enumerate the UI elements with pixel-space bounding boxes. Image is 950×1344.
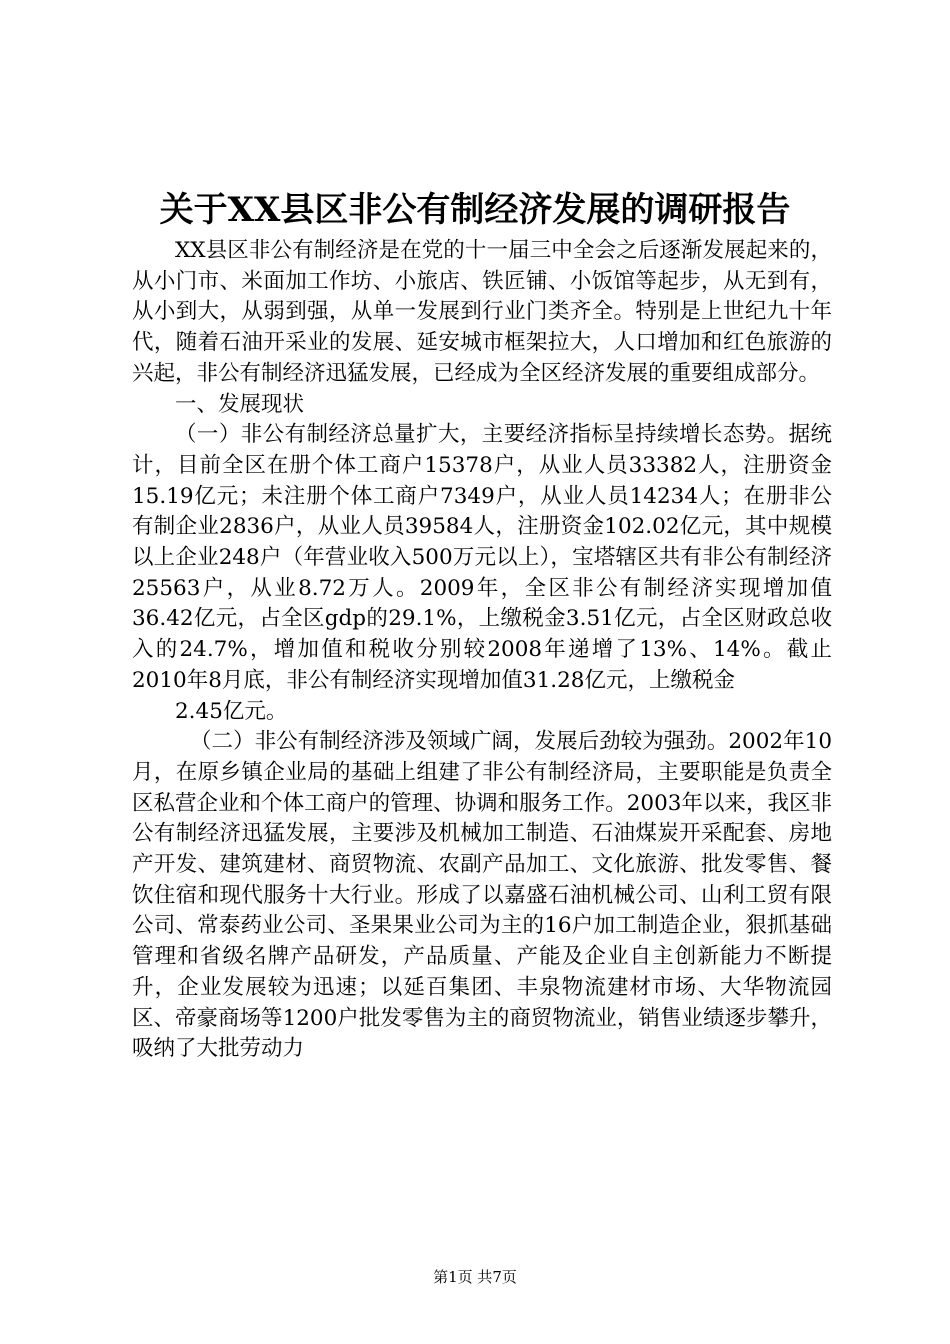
- document-title: 关于XX县区非公有制经济发展的调研报告: [159, 190, 791, 230]
- subsection-1-paragraph: （一）非公有制经济总量扩大，主要经济指标呈持续增长态势。据统计，目前全区在册个体工商户15378户，从业人员33382人，注册资金15.19亿元；未注册个体工商户7349户，从业人员14234人；在册非公有制企业2836户，从业人员39584人，注册资金102.02亿元，其中规模以上企业248户（年营业收入500万元以上），宝塔辖区共有非公有制经济25563户，从业8.72万人。2009年，全区非公有制经济实现增加值36.42亿元，占全区gdp的29.1%，上缴税金3.51亿元，占全区财政总收入的24.7%，增加值和税收分别较2008年递增了13%、14%。截止2010年8月底，非公有制经济实现增加值31.28亿元，上缴税金: [132, 422, 832, 693]
- subsection-2-paragraph: （二）非公有制经济涉及领域广阔，发展后劲较为强劲。2002年10月，在原乡镇企业局的基础上组建了非公有制经济局，主要职能是负责全区私营企业和个体工商户的管理、协调和服务工作。2003年以来，我区非公有制经济迅猛发展，主要涉及机械加工制造、石油煤炭开采配套、房地产开发、建筑建材、商贸物流、农副产品加工、文化旅游、批发零售、餐饮住宿和现代服务十大行业。形成了以嘉盛石油机械公司、山利工贸有限公司、常泰药业公司、圣果果业公司为主的16户加工制造企业，狠抓基础管理和省级名牌产品研发，产品质量、产能及企业自主创新能力不断提升，企业发展较为迅速；以延百集团、丰泉物流建材市场、大华物流园区、帝豪商场等1200户批发零售为主的商贸物流业，销售业绩逐步攀升，吸纳了大批劳动力: [132, 729, 832, 1062]
- intro-paragraph: XX县区非公有制经济是在党的十一届三中全会之后逐渐发展起来的，从小门市、米面加工作坊、小旅店、铁匠铺、小饭馆等起步，从无到有，从小到大，从弱到强，从单一发展到行业门类齐全。特别是上世纪九十年代，随着石油开采业的发展、延安城市框架拉大，人口增加和红色旅游的兴起，非公有制经济迅猛发展，已经成为全区经济发展的重要组成部分。: [132, 238, 832, 386]
- document-body: [132, 236, 832, 1065]
- continued-line: 2.45亿元。: [175, 698, 288, 724]
- page-footer: 第1页 共7页: [433, 1268, 517, 1286]
- section-heading: 一、发展现状: [175, 391, 305, 417]
